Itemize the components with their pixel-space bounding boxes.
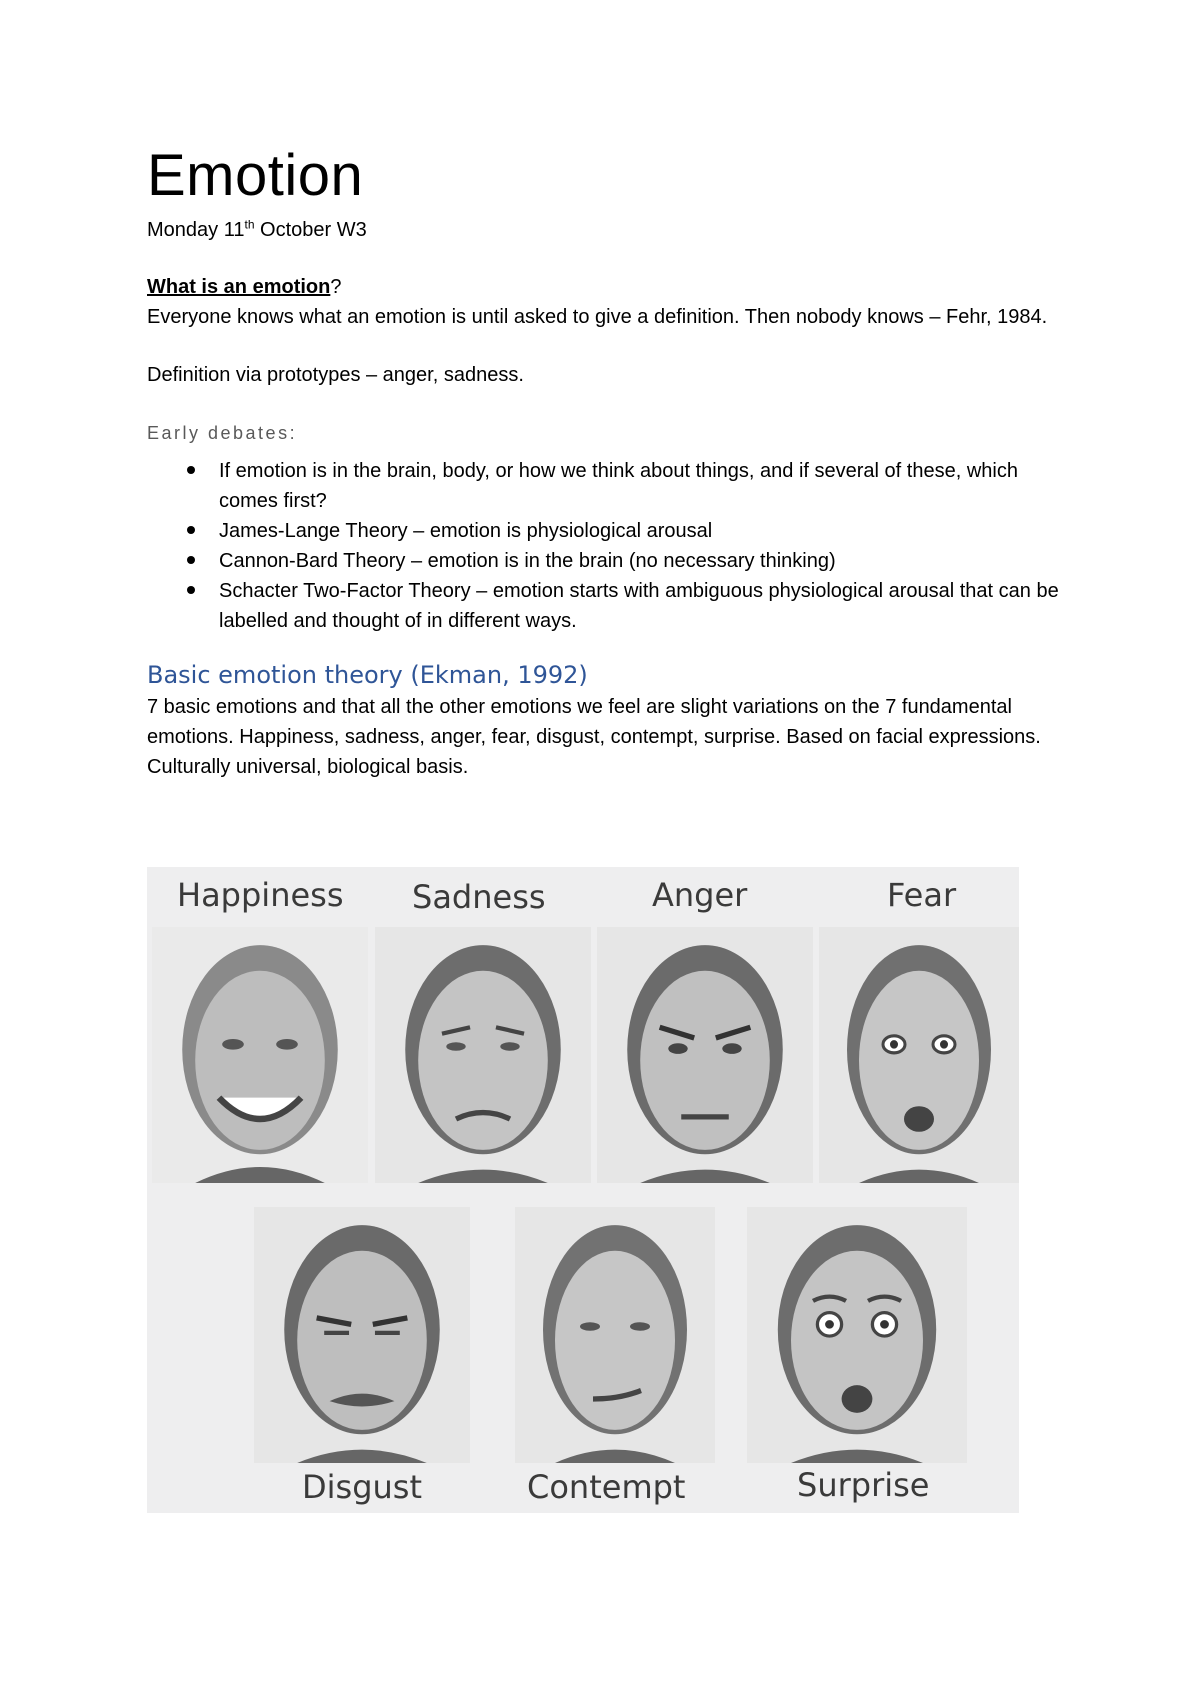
fear-face-image [819,927,1019,1183]
list-item: If emotion is in the brain, body, or how we think about things, and if several of these, which comes first? [147,456,1067,516]
lecture-date: Monday 11th October W3 [147,217,367,241]
label-fear: Fear [887,876,957,914]
label-surprise: Surprise [797,1466,930,1504]
face-icon [375,927,591,1183]
anger-face-image [597,927,813,1183]
face-icon [819,927,1019,1183]
contempt-face-image [515,1207,715,1463]
bullet-icon [187,556,195,564]
face-icon [152,927,368,1183]
list-item: Schacter Two-Factor Theory – emotion starts with ambiguous physiological arousal that can be labelled and thought of in different ways. [147,576,1067,636]
label-contempt: Contempt [527,1468,686,1506]
debates-list [147,456,1067,636]
list-item: Cannon-Bard Theory – emotion is in the brain (no necessary thinking) [147,546,1067,576]
early-debates-heading: Early debates: [147,423,298,443]
label-happiness: Happiness [177,876,344,914]
bullet-icon [187,466,195,474]
sadness-face-image [375,927,591,1183]
label-sadness: Sadness [412,878,546,916]
face-icon [747,1207,967,1463]
section-heading: Basic emotion theory (Ekman, 1992) [147,661,588,689]
bullet-icon [187,526,195,534]
page-title: Emotion [147,143,364,208]
document-body [147,140,1067,782]
section-paragraph: 7 basic emotions and that all the other emotions we feel are slight variations on the 7 fundamental emotions. Happiness, sadness, anger, fear, disgust, contempt, surprise. Based on facial expressions. Culturally universal, biological basis. [147,696,1041,778]
happiness-face-image [152,927,368,1183]
label-disgust: Disgust [302,1468,423,1506]
label-anger: Anger [652,876,748,914]
surprise-face-image [747,1207,967,1463]
disgust-face-image [254,1207,470,1463]
bullet-icon [187,586,195,594]
face-icon [254,1207,470,1463]
question-heading: What is an emotion? [147,276,342,298]
emotion-faces-figure [147,867,1019,1513]
list-item: James-Lange Theory – emotion is physiological arousal [147,516,1067,546]
quote-paragraph: Everyone knows what an emotion is until asked to give a definition. Then nobody knows – Fehr, 1984. [147,306,1048,328]
face-icon [597,927,813,1183]
definition-paragraph: Definition via prototypes – anger, sadness. [147,364,524,386]
face-icon [515,1207,715,1463]
